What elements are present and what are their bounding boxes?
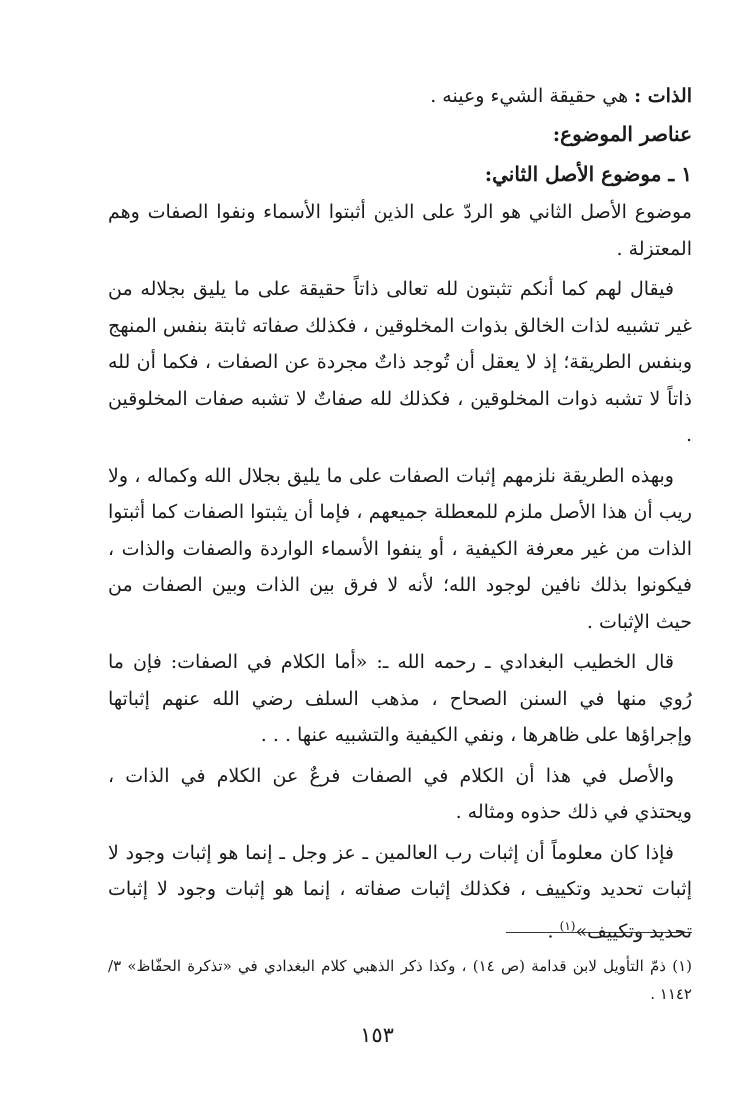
footnote-reference[interactable]: (١): [559, 918, 576, 933]
paragraph-6-end: .: [547, 919, 560, 942]
definition-line: [108, 78, 692, 114]
footnote: (١) ذمّ التأويل لابن قدامة (ص ١٤) ، وكذا ذكر الذهبي كلام البغدادي في «تذكرة الحفّاظ» ٣/ ١١٤٢ .: [108, 957, 692, 1003]
heading-elements: عناصر الموضوع:: [552, 122, 692, 146]
page-number: ١٥٣: [360, 1023, 394, 1047]
paragraph-4: قال الخطيب البغدادي ـ رحمه الله ـ: «أما الكلام في الصفات: فإن ما رُوي منها في السنن الصحاح ، مذهب السلف رضي الله عنهم إثباتها وإجراؤها على ظاهرها ، ونفي الكيفية والتشبيه عنها . . .: [108, 651, 692, 746]
paragraph-1: موضوع الأصل الثاني هو الردّ على الذين أثبتوا الأسماء ونفوا الصفات وهم المعتزلة .: [108, 201, 692, 260]
footnote-divider: [506, 932, 692, 933]
heading-topic: ١ ـ موضوع الأصل الثاني:: [484, 162, 692, 186]
page-body: [108, 78, 692, 953]
paragraph-5: والأصل في هذا أن الكلام في الصفات فرعٌ عن الكلام في الذات ، ويحتذي في ذلك حذوه ومثاله .: [108, 764, 692, 823]
definition-term: الذات :: [634, 85, 692, 107]
definition-text: هي حقيقة الشيء وعينه .: [430, 85, 635, 107]
paragraph-6-text: فإذا كان معلوماً أن إثبات رب العالمين ـ عز وجل ـ إنما هو إثبات وجود لا إثبات تحديد وتكييف ، فكذلك إثبات صفاته ، إنما هو إثبات وجود لا إثبات تحديد وتكييف»: [108, 841, 692, 942]
paragraph-2: فيقال لهم كما أنكم تثبتون لله تعالى ذاتاً حقيقة على ما يليق بجلاله من غير تشبيه لذات الخالق بذوات المخلوقين ، فكذلك صفاته ثابتة بنفس المنهج وبنفس الطريقة؛ إذ لا يعقل أن تُوجد ذاتٌ مجردة عن الصفات ، فكما أن لله ذاتاً لا تشبه ذوات المخلوقين ، فكذلك لله صفاتٌ لا تشبه صفات المخلوقين .: [108, 278, 692, 446]
paragraph-3: وبهذه الطريقة نلزمهم إثبات الصفات على ما يليق بجلال الله وكماله ، ولا ريب أن هذا الأصل ملزم للمعطلة جميعهم ، فإما أن يثبتوا الصفات كما أثبتوا الذات من غير معرفة الكيفية ، أو ينفوا الأسماء الواردة والصفات والذات ، فيكونوا بذلك نافين لوجود الله؛ لأنه لا فرق بين الذات وبين الصفات من حيث الإثبات .: [108, 464, 692, 633]
